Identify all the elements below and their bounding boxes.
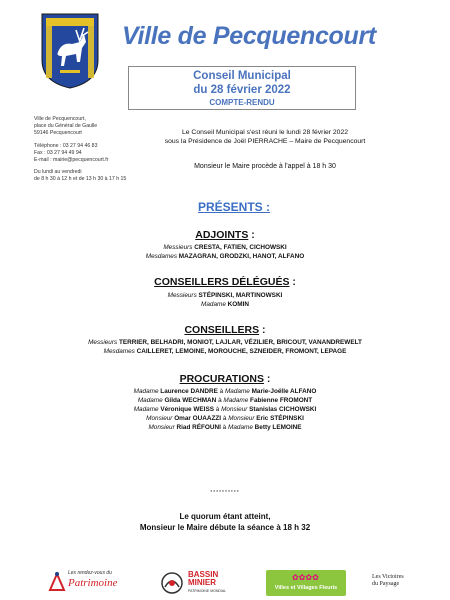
delegues-heading-text: CONSEILLERS DÉLÉGUÉS bbox=[154, 276, 290, 288]
procurations-heading: PROCURATIONS : bbox=[179, 373, 271, 385]
patrimoine-small-text: Les rendez-vous du bbox=[68, 570, 112, 576]
person-name: MAZAGRAN, GRODZKI, HANOT, ALFANO bbox=[178, 253, 305, 260]
title-word: Madame bbox=[224, 388, 252, 395]
title-word: Monsieur bbox=[228, 415, 257, 422]
address-line: 59146 Pecquencourt bbox=[34, 130, 82, 137]
box-line-compte-rendu: COMPTE-RENDU bbox=[209, 98, 275, 107]
villes-fleuries-text: Villes et Villages Fleuris bbox=[274, 585, 338, 591]
delegues-heading: CONSEILLERS DÉLÉGUÉS : bbox=[154, 276, 296, 288]
victoires-line-1: Les Victoires bbox=[372, 574, 404, 580]
bassin-emblem-icon bbox=[160, 571, 184, 595]
intro-line-1: Le Conseil Municipal s'est réuni le lundi 28 février 2022 bbox=[181, 129, 349, 136]
title-word: Madame bbox=[201, 301, 228, 308]
connector: à bbox=[216, 397, 224, 404]
list-row bbox=[0, 405, 450, 414]
procurations-heading-text: PROCURATIONS bbox=[179, 373, 264, 385]
title-word: Messieurs bbox=[167, 292, 199, 299]
title-word: Madame bbox=[133, 406, 161, 413]
bassin-line-1: BASSIN bbox=[188, 570, 219, 579]
person-name: Stanislas CICHOWSKI bbox=[249, 406, 317, 413]
patrimoine-big-text: Patrimoine bbox=[68, 577, 118, 589]
list-row bbox=[0, 300, 450, 309]
delegues-list bbox=[0, 291, 450, 309]
bassin-minier-logo bbox=[160, 571, 234, 597]
person-name: Marie-Joëlle ALFANO bbox=[251, 388, 317, 395]
adjoints-heading: ADJOINTS : bbox=[195, 229, 255, 241]
quorum-line-2: Monsieur le Maire débute la séance à 18 h 32 bbox=[139, 523, 311, 532]
title-word: Monsieur bbox=[146, 415, 175, 422]
person-name: Riad RÉFOUNI bbox=[176, 424, 221, 431]
presents-heading: PRÉSENTS : bbox=[198, 200, 271, 214]
person-name: Fabienne FROMONT bbox=[250, 397, 313, 404]
procurations-list bbox=[0, 387, 450, 432]
person-name: Betty LEMOINE bbox=[254, 424, 302, 431]
intro-line-2: sous la Présidence de Joël PIERRACHE – Maire de Pecquencourt bbox=[164, 138, 366, 145]
person-name: STÉPINSKI, MARTINOWSKI bbox=[198, 292, 283, 299]
title-word: Mesdames bbox=[103, 348, 137, 355]
title-word: Monsieur bbox=[148, 424, 177, 431]
address-line: Ville de Pecquencourt, bbox=[34, 116, 86, 122]
person-name: CRESTA, FATIEN, CICHOWSKI bbox=[194, 244, 287, 251]
email-line: E-mail : mairie@pecquencourt.fr bbox=[34, 157, 109, 164]
box-line-date: du 28 février 2022 bbox=[193, 84, 291, 96]
patrimoine-emblem-icon bbox=[48, 570, 66, 592]
person-name: Eric STÉPINSKI bbox=[256, 415, 304, 422]
person-name: Laurence DANDRE bbox=[160, 388, 218, 395]
connector: à bbox=[220, 424, 229, 431]
town-title: Ville de Pecquencourt bbox=[122, 22, 376, 50]
title-word: Madame bbox=[228, 424, 255, 431]
list-row bbox=[0, 396, 450, 405]
person-name: TERRIER, BELHADRI, MONIOT, LAJLAR, VÉZILIER, BRICOUT, VANANDREWELT bbox=[118, 339, 362, 346]
quorum-line-1: Le quorum étant atteint, bbox=[179, 512, 271, 521]
title-word: Madame bbox=[223, 397, 251, 404]
person-name: Véronique WEISS bbox=[160, 406, 214, 413]
flowers-icon: ✿✿✿✿ bbox=[292, 573, 319, 582]
title-word: Monsieur bbox=[221, 406, 250, 413]
title-word: Madame bbox=[133, 388, 161, 395]
person-name: Omar OUAAZZI bbox=[174, 415, 222, 422]
connector: à bbox=[221, 415, 229, 422]
title-box bbox=[128, 66, 356, 110]
patrimoine-logo bbox=[48, 568, 132, 594]
conseillers-heading: CONSEILLERS : bbox=[184, 324, 266, 336]
person-name: Gilda WECHMAN bbox=[164, 397, 217, 404]
villes-fleuries-logo bbox=[266, 570, 346, 596]
list-row bbox=[0, 252, 450, 261]
adjoints-list bbox=[0, 243, 450, 261]
conseillers-heading-text: CONSEILLERS bbox=[184, 324, 260, 336]
list-row bbox=[0, 338, 450, 347]
list-row bbox=[0, 423, 450, 432]
fax-line: Fax : 03 27 94 49 94 bbox=[34, 149, 82, 156]
address-block bbox=[34, 116, 134, 184]
list-row bbox=[0, 347, 450, 356]
address-line: place du Général de Gaulle bbox=[34, 123, 98, 130]
box-line-conseil: Conseil Municipal bbox=[193, 70, 291, 82]
hours-line: de 8 h 30 à 12 h et de 13 h 30 à 17 h 15 bbox=[34, 176, 127, 183]
phone-line: Téléphone : 03 27 94 46 83 bbox=[34, 142, 98, 149]
bassin-sub: PATRIMOINE MONDIAL bbox=[188, 589, 227, 593]
separator-stars: ********** bbox=[210, 490, 240, 496]
bassin-line-2: MINIER bbox=[188, 578, 216, 587]
hours-line: Du lundi au vendredi bbox=[34, 169, 82, 176]
title-word: Madame bbox=[137, 397, 165, 404]
title-word: Messieurs bbox=[88, 339, 119, 346]
list-row bbox=[0, 243, 450, 252]
list-row bbox=[0, 291, 450, 300]
appel-line: Monsieur le Maire procède à l'appel à 18 h 30 bbox=[194, 163, 336, 170]
title-word: Mesdames bbox=[145, 253, 179, 260]
title-word: Messieurs bbox=[163, 244, 195, 251]
connector: à bbox=[217, 388, 225, 395]
conseillers-list bbox=[0, 338, 450, 356]
list-row bbox=[0, 387, 450, 396]
person-name: CAILLERET, LEMOINE, MOROUCHE, SZNEIDER, FROMONT, LEPAGE bbox=[136, 348, 347, 355]
adjoints-heading-text: ADJOINTS bbox=[195, 229, 249, 241]
list-row bbox=[0, 414, 450, 423]
town-crest bbox=[40, 12, 100, 90]
person-name: KOMIN bbox=[227, 301, 249, 308]
connector: à bbox=[213, 406, 222, 413]
victoires-line-2: du Paysage bbox=[372, 581, 400, 587]
victoires-paysage-logo bbox=[372, 574, 442, 594]
